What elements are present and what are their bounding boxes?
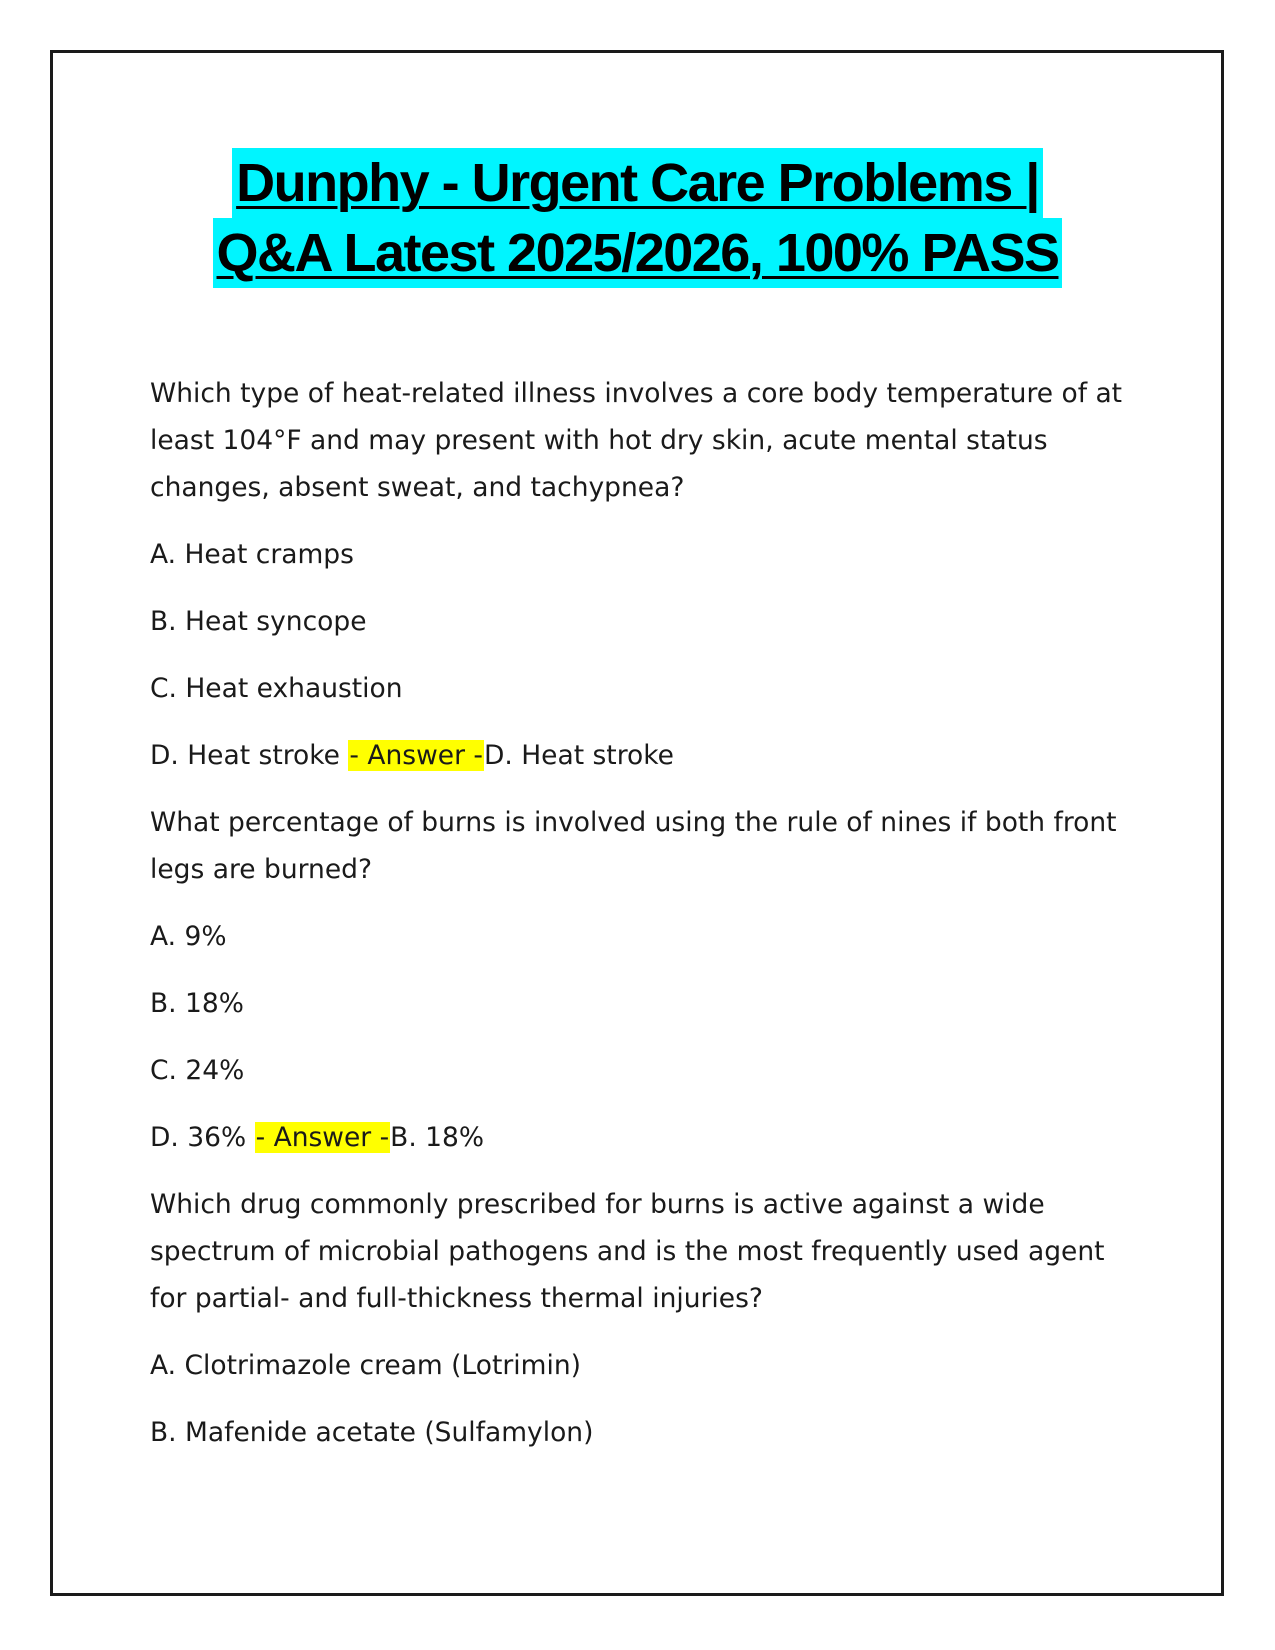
- question-3-option-a: A. Clotrimazole cream (Lotrimin): [150, 1350, 581, 1381]
- question-2-option-d: D. 36%: [150, 1122, 255, 1153]
- question-1-option-c: C. Heat exhaustion: [150, 673, 403, 704]
- answer-marker: - Answer -: [255, 1122, 390, 1153]
- question-3-text: Which drug commonly prescribed for burns is active against a wide spectrum of microbial pathogens and is the most frequently used agent for partial- and full-thickness thermal injuries?: [150, 1189, 1105, 1314]
- question-2-option-d-with-answer: [150, 1114, 1130, 1161]
- question-2-option-a: A. 9%: [150, 921, 227, 952]
- question-2-option-b: B. 18%: [150, 988, 244, 1019]
- question-1-option-d: D. Heat stroke: [150, 740, 349, 771]
- question-2-option-c: C. 24%: [150, 1055, 245, 1086]
- question-1-answer: D. Heat stroke: [483, 740, 674, 771]
- answer-marker: - Answer -: [349, 740, 483, 771]
- question-2-answer: B. 18%: [390, 1122, 485, 1153]
- question-1-text: Which type of heat-related illness involves a core body temperature of at least 104°F and may present with hot dry skin, acute mental status changes, absent sweat, and tachypnea?: [150, 378, 1123, 503]
- question-3-option-b: B. Mafenide acetate (Sulfamylon): [150, 1417, 594, 1448]
- title-line-2: Q&A Latest 2025/2026, 100% PASS: [213, 218, 1063, 288]
- document-title: [0, 148, 1275, 288]
- question-1-option-a: A. Heat cramps: [150, 539, 354, 570]
- question-1-option-b: B. Heat syncope: [150, 606, 367, 637]
- question-1-option-d-with-answer: [150, 732, 1130, 779]
- title-line-1: Dunphy - Urgent Care Problems |: [232, 148, 1043, 218]
- question-list: [150, 370, 1130, 1476]
- question-2-text: What percentage of burns is involved using the rule of nines if both front legs are burned?: [150, 807, 1117, 885]
